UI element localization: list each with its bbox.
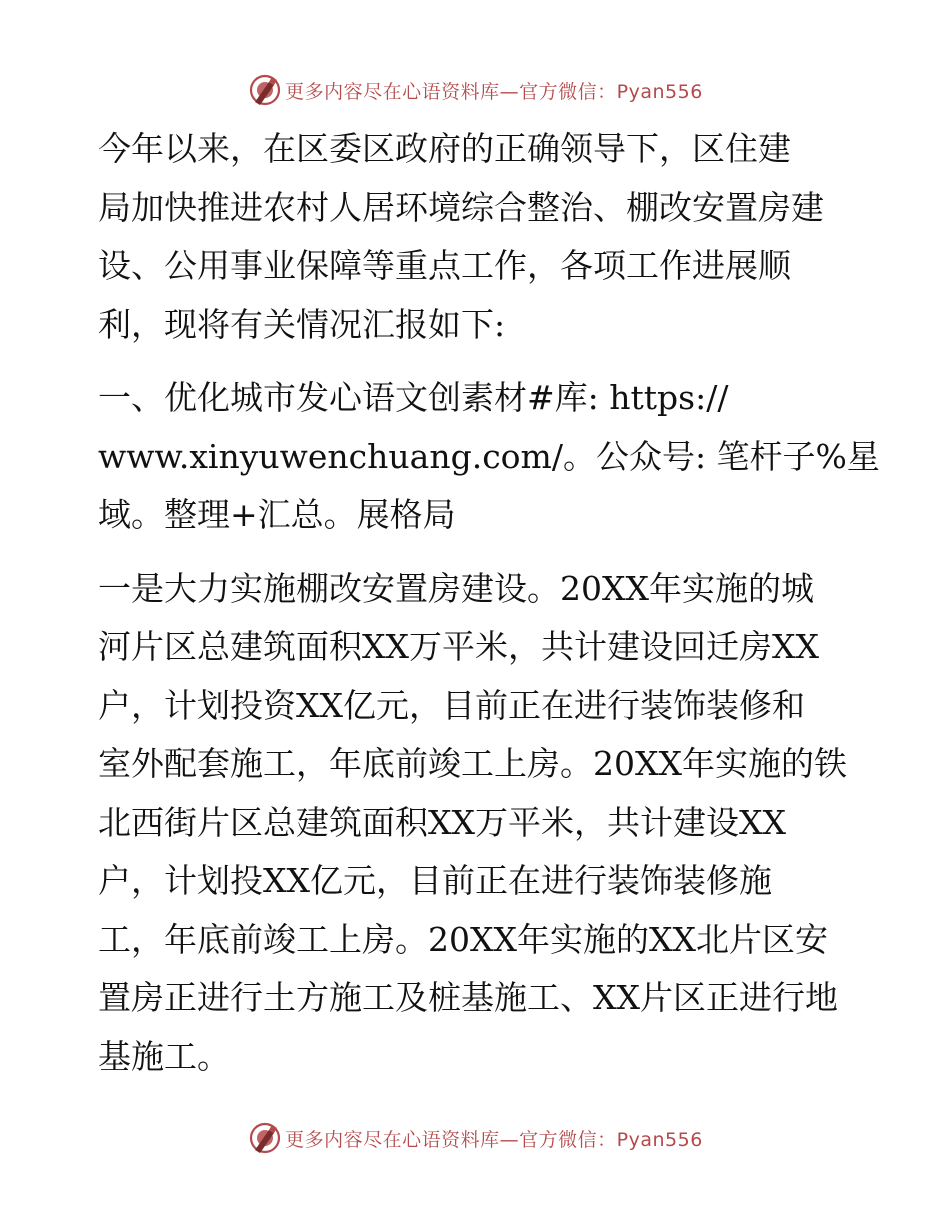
text-line: 利，现将有关情况汇报如下: — [98, 304, 506, 344]
text-line: www.xinyuwenchuang.com/。公众号: 笔杆子%星 — [98, 436, 880, 476]
text-line: 基施工。 — [98, 1036, 230, 1076]
text-line: 室外配套施工，年底前竣工上房。20XX年实施的铁 — [98, 744, 847, 783]
header-banner — [0, 70, 950, 110]
text-line: 工，年底前竣工上房。20XX年实施的XX北片区安 — [98, 919, 828, 959]
pen-logo-icon — [247, 72, 283, 108]
footer-banner — [0, 1118, 950, 1158]
text-line: 一、优化城市发心语文创素材#库: https:// — [98, 378, 729, 417]
pen-logo-icon — [247, 1120, 283, 1156]
document-body — [98, 120, 880, 1086]
paragraph — [98, 120, 868, 354]
text-line: 户，计划投XX亿元，目前正在进行装饰装修施 — [98, 861, 772, 900]
text-line: 今年以来，在区委区政府的正确领导下，区住建 — [98, 129, 791, 168]
text-line: 置房正进行土方施工及桩基施工、XX片区正进行地 — [98, 978, 838, 1017]
text-line: 户，计划投资XX亿元，目前正在进行装饰装修和 — [98, 685, 805, 725]
text-line: 设、公用事业保障等重点工作，各项工作进展顺 — [98, 246, 791, 285]
banner-text: 更多内容尽在心语资料库—官方微信：Pyan556 — [285, 80, 703, 103]
text-line: 河片区总建筑面积XX万平米，共计建设回迁房XX — [98, 627, 819, 666]
text-line: 北西街片区总建筑面积XX万平米，共计建设XX — [98, 802, 786, 842]
banner-text: 更多内容尽在心语资料库—官方微信：Pyan556 — [285, 1128, 703, 1151]
paragraph — [98, 369, 880, 545]
text-line: 一是大力实施棚改安置房建设。20XX年实施的城 — [98, 568, 814, 608]
text-line: 局加快推进农村人居环境综合整治、棚改安置房建 — [98, 187, 824, 227]
text-line: 域。整理+汇总。展格局 — [98, 495, 456, 534]
paragraph — [98, 560, 868, 1087]
